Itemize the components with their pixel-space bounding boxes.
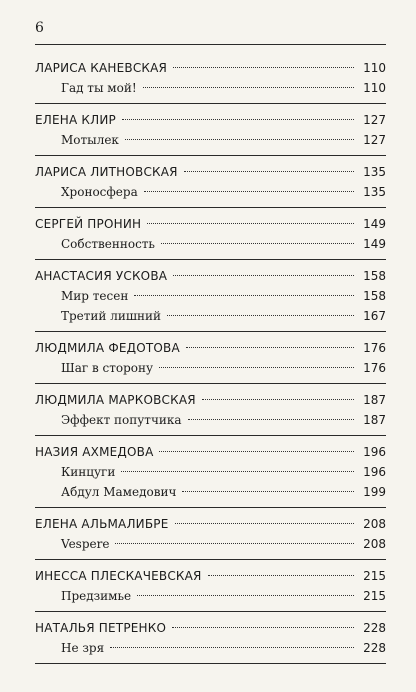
page-ref: 135 [363, 165, 386, 179]
work-title: Абдул Мамедович [61, 485, 177, 499]
author-name: НАЗИЯ АХМЕДОВА [35, 445, 154, 459]
toc-section [35, 58, 386, 104]
work-title: Мир тесен [61, 289, 129, 303]
dot-leader [110, 647, 354, 648]
dot-leader [122, 119, 354, 120]
dot-leader [159, 367, 354, 368]
dot-leader [143, 87, 354, 88]
toc-title-entry[interactable] [35, 182, 386, 202]
dot-leader [182, 491, 354, 492]
toc-section [35, 214, 386, 260]
toc-author-entry[interactable] [35, 514, 386, 534]
dot-leader [186, 347, 354, 348]
page-ref: 176 [363, 341, 386, 355]
dot-leader [137, 595, 354, 596]
toc-author-entry[interactable] [35, 338, 386, 358]
dot-leader [208, 575, 354, 576]
dot-leader [202, 399, 354, 400]
toc-author-entry[interactable] [35, 214, 386, 234]
page-ref: 208 [363, 517, 386, 531]
table-of-contents [35, 58, 386, 670]
toc-author-entry[interactable] [35, 58, 386, 78]
dot-leader [173, 275, 354, 276]
dot-leader [173, 67, 354, 68]
page-ref: 215 [363, 589, 386, 603]
work-title: Предзимье [61, 589, 132, 603]
toc-title-entry[interactable] [35, 638, 386, 658]
dot-leader [159, 451, 354, 452]
page-ref: 167 [363, 309, 386, 323]
page-ref: 158 [363, 269, 386, 283]
dot-leader [188, 419, 354, 420]
author-name: СЕРГЕЙ ПРОНИН [35, 217, 142, 231]
toc-section [35, 390, 386, 436]
dot-leader [134, 295, 354, 296]
page-ref: 149 [363, 217, 386, 231]
dot-leader [144, 191, 354, 192]
page-ref: 135 [363, 185, 386, 199]
toc-title-entry[interactable] [35, 234, 386, 254]
toc-title-entry[interactable] [35, 462, 386, 482]
toc-section [35, 338, 386, 384]
toc-author-entry[interactable] [35, 266, 386, 286]
dot-leader [125, 139, 354, 140]
work-title: Третий лишний [61, 309, 162, 323]
work-title: Мотылек [61, 133, 119, 147]
work-title: Не зря [61, 641, 105, 655]
work-title: Шаг в сторону [61, 361, 154, 375]
toc-title-entry[interactable] [35, 130, 386, 150]
toc-title-entry[interactable] [35, 286, 386, 306]
toc-author-entry[interactable] [35, 566, 386, 586]
page-ref: 196 [363, 465, 386, 479]
dot-leader [184, 171, 354, 172]
author-name: ЕЛЕНА КЛИР [35, 113, 116, 127]
toc-section [35, 566, 386, 612]
page-ref: 176 [363, 361, 386, 375]
toc-title-entry[interactable] [35, 358, 386, 378]
page-ref: 127 [363, 133, 386, 147]
dot-leader [115, 543, 354, 544]
dot-leader [175, 523, 354, 524]
toc-title-entry[interactable] [35, 586, 386, 606]
toc-author-entry[interactable] [35, 162, 386, 182]
toc-section [35, 110, 386, 156]
page-ref: 199 [363, 485, 386, 499]
author-name: ЕЛЕНА АЛЬМАЛИБРЕ [35, 517, 169, 531]
toc-author-entry[interactable] [35, 618, 386, 638]
header-rule [35, 44, 386, 45]
page-number: 6 [35, 20, 44, 36]
page-ref: 127 [363, 113, 386, 127]
dot-leader [121, 471, 354, 472]
toc-title-entry[interactable] [35, 482, 386, 502]
toc-author-entry[interactable] [35, 390, 386, 410]
toc-title-entry[interactable] [35, 306, 386, 326]
work-title: Собственность [61, 237, 155, 251]
dot-leader [172, 627, 354, 628]
toc-section [35, 514, 386, 560]
page-ref: 158 [363, 289, 386, 303]
toc-section [35, 442, 386, 508]
page-ref: 228 [363, 621, 386, 635]
work-title: Хроносфера [61, 185, 138, 199]
author-name: АНАСТАСИЯ УСКОВА [35, 269, 168, 283]
page-ref: 110 [363, 61, 386, 75]
page-ref: 187 [363, 413, 386, 427]
work-title: Эффект попутчика [61, 413, 182, 427]
page-ref: 228 [363, 641, 386, 655]
dot-leader [147, 223, 354, 224]
page-ref: 196 [363, 445, 386, 459]
author-name: ИНЕССА ПЛЕСКАЧЕВСКАЯ [35, 569, 202, 583]
work-title: Кинцуги [61, 465, 116, 479]
page-ref: 110 [363, 81, 386, 95]
page-ref: 149 [363, 237, 386, 251]
page-ref: 215 [363, 569, 386, 583]
toc-author-entry[interactable] [35, 442, 386, 462]
toc-section [35, 618, 386, 664]
author-name: ЛАРИСА КАНЕВСКАЯ [35, 61, 168, 75]
dot-leader [161, 243, 354, 244]
page-ref: 187 [363, 393, 386, 407]
page-ref: 208 [363, 537, 386, 551]
toc-section [35, 266, 386, 332]
work-title: Vespere [61, 537, 110, 551]
work-title: Гад ты мой! [61, 81, 137, 95]
toc-title-entry[interactable] [35, 410, 386, 430]
author-name: НАТАЛЬЯ ПЕТРЕНКО [35, 621, 167, 635]
toc-title-entry[interactable] [35, 78, 386, 98]
author-name: ЛАРИСА ЛИТНОВСКАЯ [35, 165, 178, 179]
dot-leader [167, 315, 354, 316]
toc-title-entry[interactable] [35, 534, 386, 554]
toc-author-entry[interactable] [35, 110, 386, 130]
toc-section [35, 162, 386, 208]
author-name: ЛЮДМИЛА МАРКОВСКАЯ [35, 393, 196, 407]
author-name: ЛЮДМИЛА ФЕДОТОВА [35, 341, 180, 355]
